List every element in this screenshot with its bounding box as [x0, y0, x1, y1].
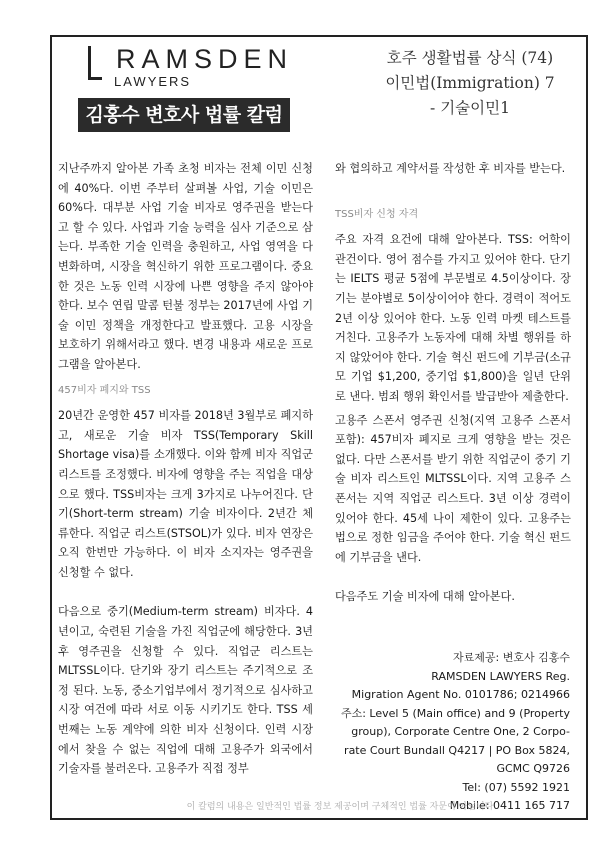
paragraph-continued: 와 협의하고 계약서를 작성한 후 비자를 받는다.	[335, 162, 566, 175]
credit-line-6: rate Court Bundall Q4217 | PO Box 5824,	[344, 743, 570, 757]
credit-line-8: Tel: (07) 5592 1921	[462, 780, 570, 794]
paragraph-employer-sponsor: 고용주 스폰서 영주권 신청(지역 고용주 스폰서 포함): 457비자 폐지로 크게 영향을 받는 것은 없다. 다만 스폰서를 받기 위한 직업군이 중기 기술 비자 리스트인 MLTSSL이다. 지역 고용주 스폰서는 지역 직업군 리스트다. 3년 이상 경력이 있어야 한다. 45세 나이 제한이 있다. 고용주는 법으로 정한 임금을 주어야 한다. 기술 혁신 펀드에 기부금을 낸다.	[335, 413, 571, 564]
logo-mark-icon	[88, 46, 102, 80]
logo-sub: LAWYERS	[114, 74, 192, 89]
credit-line-3: Migration Agent No. 0101786; 0214966	[351, 688, 570, 701]
subheading-457: 457비자 폐지와 TSS	[58, 384, 151, 396]
paragraph-tss-short: 20년간 운영한 457 비자를 2018년 3월부로 폐지하고, 새로운 기술 비자 TSS(Temporary Skill Shortage visa)를 소개했다. 이와 함께 비자 직업군 리스트를 조정했다. 비자에 영향을 주는 직업을 대상으로 했다. TSS비자는 크게 3가지로 나누어진다. 단기(Short-term stream) 기술 비자이다. 2년간 체류한다. 직업군 리스트(STSOL)가 있다. 비자 연장은 오직 한번만 가능하다. 이 비자 소지자는 영주권을 신청할 수 없다.	[58, 409, 313, 579]
credit-line-9: Mobile: 0411 165 717	[449, 799, 570, 812]
credit-line-2: RAMSDEN LAWYERS Reg.	[431, 669, 570, 683]
credit-line-1: 자료제공: 변호사 김홍수	[453, 651, 570, 664]
paragraph-tss-medium: 다음으로 중기(Medium-term stream) 비자다. 4년이고, 숙련된 기술을 가진 직업군에 해당한다. 3년 후 영주권을 신청할 수 있다. 직업군 리스트는 MLTSSL이다. 단기와 장기 리스트는 주기적으로 조정 된다. 노동, 중소기업부에서 정기적으로 심사하고 시장 여건에 따라 서로 이동 시키기도 한다. TSS 세 번째는 노동 계약에 의한 비자 신청이다. 인력 시장에서 찾을 수 없는 직업에 대해 고용주가 외국에서 기술자를 불러온다. 고용주가 직접 정부	[58, 605, 313, 776]
disclaimer-footer: 이 칼럼의 내용은 일반적인 법률 정보 제공이며 구체적인 법률 자문이 아닙니다	[186, 802, 494, 812]
subheading-eligibility: TSS비자 신청 자격	[335, 208, 419, 220]
paragraph-next-week: 다음주도 기술 비자에 대해 알아본다.	[335, 590, 515, 604]
intro-paragraph: 지난주까지 알아본 가족 초청 비자는 전체 이민 신청에 40%다. 이번 주부터 살펴볼 사업, 기술 이민은 60%다. 대부분 사업 기술 비자로 영주권을 받는다고 할 수 있다. 사업과 기술 능력을 심사 기준으로 삼는다. 부족한 기술 인력을 충원하고, 사업 영역을 다변화하며, 시장을 혁신하기 위한 프로그램이다. 중요한 것은 노동 인력 시장에 나쁜 영향을 주지 않아야 한다. 보수 연립 말콤 턴불 정부는 2017년에 사업 기술 이민 정책을 개정한다고 발표했다. 고용 시장을 보호하기 위해서라고 했다. 변경 내용과 새로운 프로그램을 알아본다.	[58, 162, 314, 371]
series-title	[370, 46, 570, 121]
series-line-3: - 기술이민1	[430, 99, 510, 117]
ramsden-logo	[88, 44, 294, 92]
paragraph-requirements: 주요 자격 요건에 대해 알아본다. TSS: 어학이 관건이다. 영어 점수를 가지고 있어야 한다. 단기는 IELTS 평균 5점에 부문별로 4.5이상이다. 장기는 분야별로 5이상이어야 한다. 경력이 적어도 2년 이상 있어야 한다. 노동 인력 마켓 테스트를 거친다. 고용주가 노동자에 대해 차별 행위를 하지 않았어야 한다. 기술 혁신 펀드에 기부금(소규모 기업 $1,200, 중기업 $1,800)을 일년 단위로 낸다. 범죄 행위 확인서를 발급받아 제출한다.	[335, 233, 571, 403]
credit-line-4: 주소: Level 5 (Main office) and 9 (Property	[340, 706, 570, 720]
series-line-2: 이민법(Immigration) 7	[385, 74, 555, 92]
logo-name: RAMSDEN	[116, 44, 294, 74]
series-line-1: 호주 생활법률 상식 (74)	[386, 49, 554, 67]
column-title-banner: 김홍수 변호사 법률 칼럼	[78, 98, 290, 132]
credit-line-5: group), Corporate Centre One, 2 Corpo-	[351, 725, 570, 738]
right-column	[335, 159, 571, 611]
credit-line-7: GCMC Q9726	[496, 762, 570, 775]
credit-block	[330, 649, 570, 816]
left-column	[58, 159, 313, 783]
